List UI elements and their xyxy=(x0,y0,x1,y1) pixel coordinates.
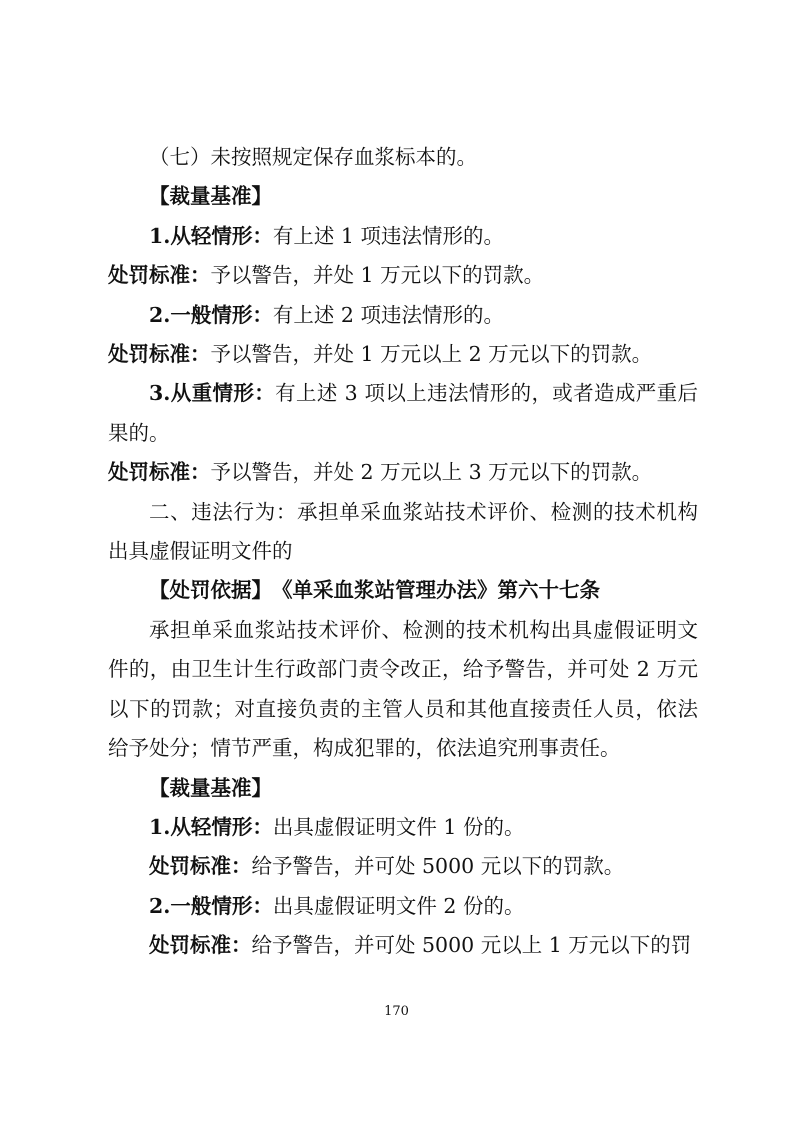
case-text: 有上述 2 项违法情形的。 xyxy=(272,302,504,327)
section-heading-discretion-standard xyxy=(108,177,698,216)
penalty-label: 处罚标准： xyxy=(108,460,211,485)
paragraph-text: （七）未按照规定保存血浆标本的。 xyxy=(149,145,477,169)
case-light xyxy=(108,808,698,847)
penalty-standard-light xyxy=(108,256,698,295)
document-body xyxy=(108,138,698,966)
penalty-standard-general xyxy=(108,335,698,374)
case-label: 2.一般情形： xyxy=(149,893,273,918)
case-label: 2.一般情形： xyxy=(149,302,273,327)
paragraph-item-7 xyxy=(108,138,698,177)
penalty-standard-heavy xyxy=(108,453,698,492)
case-general xyxy=(108,887,698,926)
penalty-text: 予以警告，并处 1 万元以上 2 万元以下的罚款。 xyxy=(210,342,653,367)
case-label: 1.从轻情形： xyxy=(149,814,273,839)
heading-text: 【处罚依据】 《单采血浆站管理办法》第六十七条 xyxy=(149,578,600,603)
case-text: 有上述 3 项以上违法情形的，或者造成严重后果的。 xyxy=(108,381,699,445)
case-text: 出具虚假证明文件 2 份的。 xyxy=(272,893,525,918)
penalty-label: 处罚标准： xyxy=(108,263,211,288)
page-number: 170 xyxy=(384,1004,409,1019)
paragraph-text: 二、违法行为：承担单采血浆站技术评价、检测的技术机构出具虚假证明文件的 xyxy=(108,499,698,564)
penalty-label: 处罚标准： xyxy=(149,854,252,879)
heading-text: 【裁量基准】 xyxy=(149,775,272,800)
case-heavy xyxy=(108,374,698,453)
penalty-standard-light xyxy=(108,847,698,886)
penalty-text: 予以警告，并处 2 万元以上 3 万元以下的罚款。 xyxy=(210,460,653,485)
section-heading-discretion-standard xyxy=(108,769,698,808)
penalty-label: 处罚标准： xyxy=(149,933,252,958)
legal-provision-text xyxy=(108,611,698,769)
case-light xyxy=(108,217,698,256)
heading-text: 【裁量基准】 xyxy=(149,184,272,209)
penalty-label: 处罚标准： xyxy=(108,342,211,367)
case-text: 有上述 1 项违法情形的。 xyxy=(272,223,504,248)
case-text: 出具虚假证明文件 1 份的。 xyxy=(272,814,525,839)
section-heading-penalty-basis xyxy=(108,571,698,610)
paragraph-text: 承担单采血浆站技术评价、检测的技术机构出具虚假证明文件的，由卫生计生行政部门责令改正，给予警告，并可处 2 万元以下的罚款；对直接负责的主管人员和其他直接责任人员，依法给予处分；情节严重，构成犯罪的，依法追究刑事责任。 xyxy=(108,617,698,761)
violation-two xyxy=(108,493,698,572)
case-label: 1.从轻情形： xyxy=(149,223,273,248)
penalty-text: 予以警告，并处 1 万元以下的罚款。 xyxy=(210,263,545,288)
case-general xyxy=(108,296,698,335)
penalty-text: 给予警告，并可处 5000 元以上 1 万元以下的罚 xyxy=(251,933,692,958)
case-label: 3.从重情形： xyxy=(149,381,276,406)
penalty-text: 给予警告，并可处 5000 元以下的罚款。 xyxy=(251,854,625,879)
penalty-standard-general xyxy=(108,926,698,965)
